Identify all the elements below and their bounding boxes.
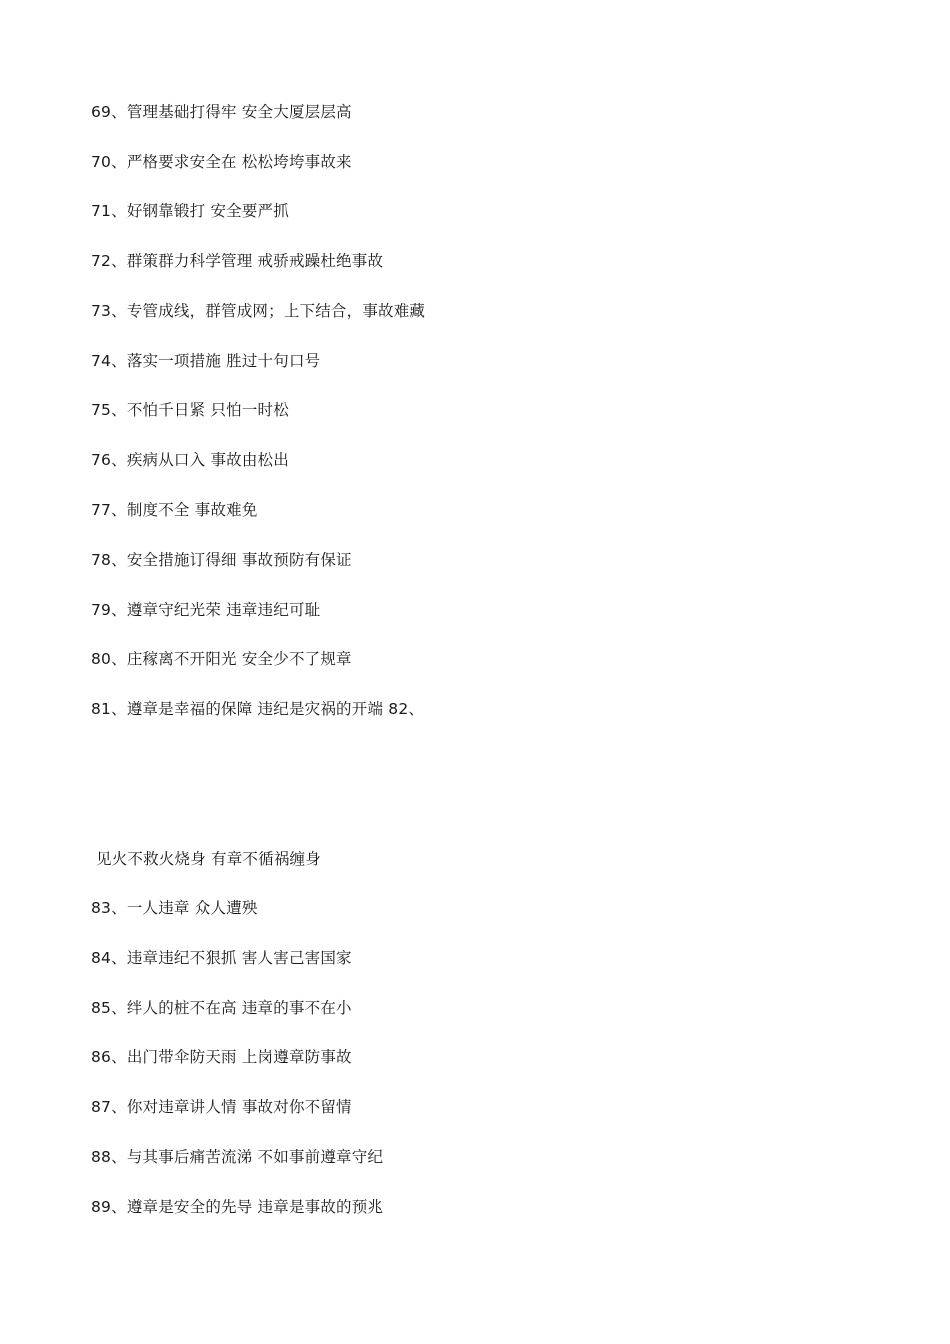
slogan-line: 83、一人违章 众人遭殃: [91, 899, 258, 917]
slogan-line: 85、绊人的桩不在高 违章的事不在小: [91, 999, 352, 1017]
slogan-line: 73、专管成线，群管成网；上下结合，事故难藏: [91, 302, 426, 320]
slogan-line: 78、安全措施订得细 事故预防有保证: [91, 551, 352, 569]
slogan-line: 86、出门带伞防天雨 上岗遵章防事故: [91, 1048, 352, 1066]
slogan-line: 77、制度不全 事故难免: [91, 501, 258, 519]
slogan-line: 88、与其事后痛苦流涕 不如事前遵章守纪: [91, 1148, 384, 1166]
slogan-line: 75、不怕千日紧 只怕一时松: [91, 401, 289, 419]
slogan-line: 87、你对违章讲人情 事故对你不留情: [91, 1098, 352, 1116]
slogan-line: 72、群策群力科学管理 戒骄戒躁杜绝事故: [91, 252, 384, 270]
slogan-line: 见火不救火烧身 有章不循祸缠身: [96, 850, 321, 868]
slogan-line: 74、落实一项措施 胜过十句口号: [91, 352, 321, 370]
slogan-line: 69、管理基础打得牢 安全大厦层层高: [91, 103, 352, 121]
slogan-line: 76、疾病从口入 事故由松出: [91, 451, 289, 469]
slogan-line: 84、违章违纪不狠抓 害人害己害国家: [91, 949, 352, 967]
slogan-line: 81、遵章是幸福的保障 违纪是灾祸的开端 82、: [91, 700, 425, 718]
slogan-line: 79、遵章守纪光荣 违章违纪可耻: [91, 601, 321, 619]
slogan-line: 71、好钢靠锻打 安全要严抓: [91, 202, 289, 220]
slogan-line: 70、严格要求安全在 松松垮垮事故来: [91, 153, 352, 171]
slogan-line: 80、庄稼离不开阳光 安全少不了规章: [91, 650, 352, 668]
slogan-line: 89、遵章是安全的先导 违章是事故的预兆: [91, 1198, 384, 1216]
